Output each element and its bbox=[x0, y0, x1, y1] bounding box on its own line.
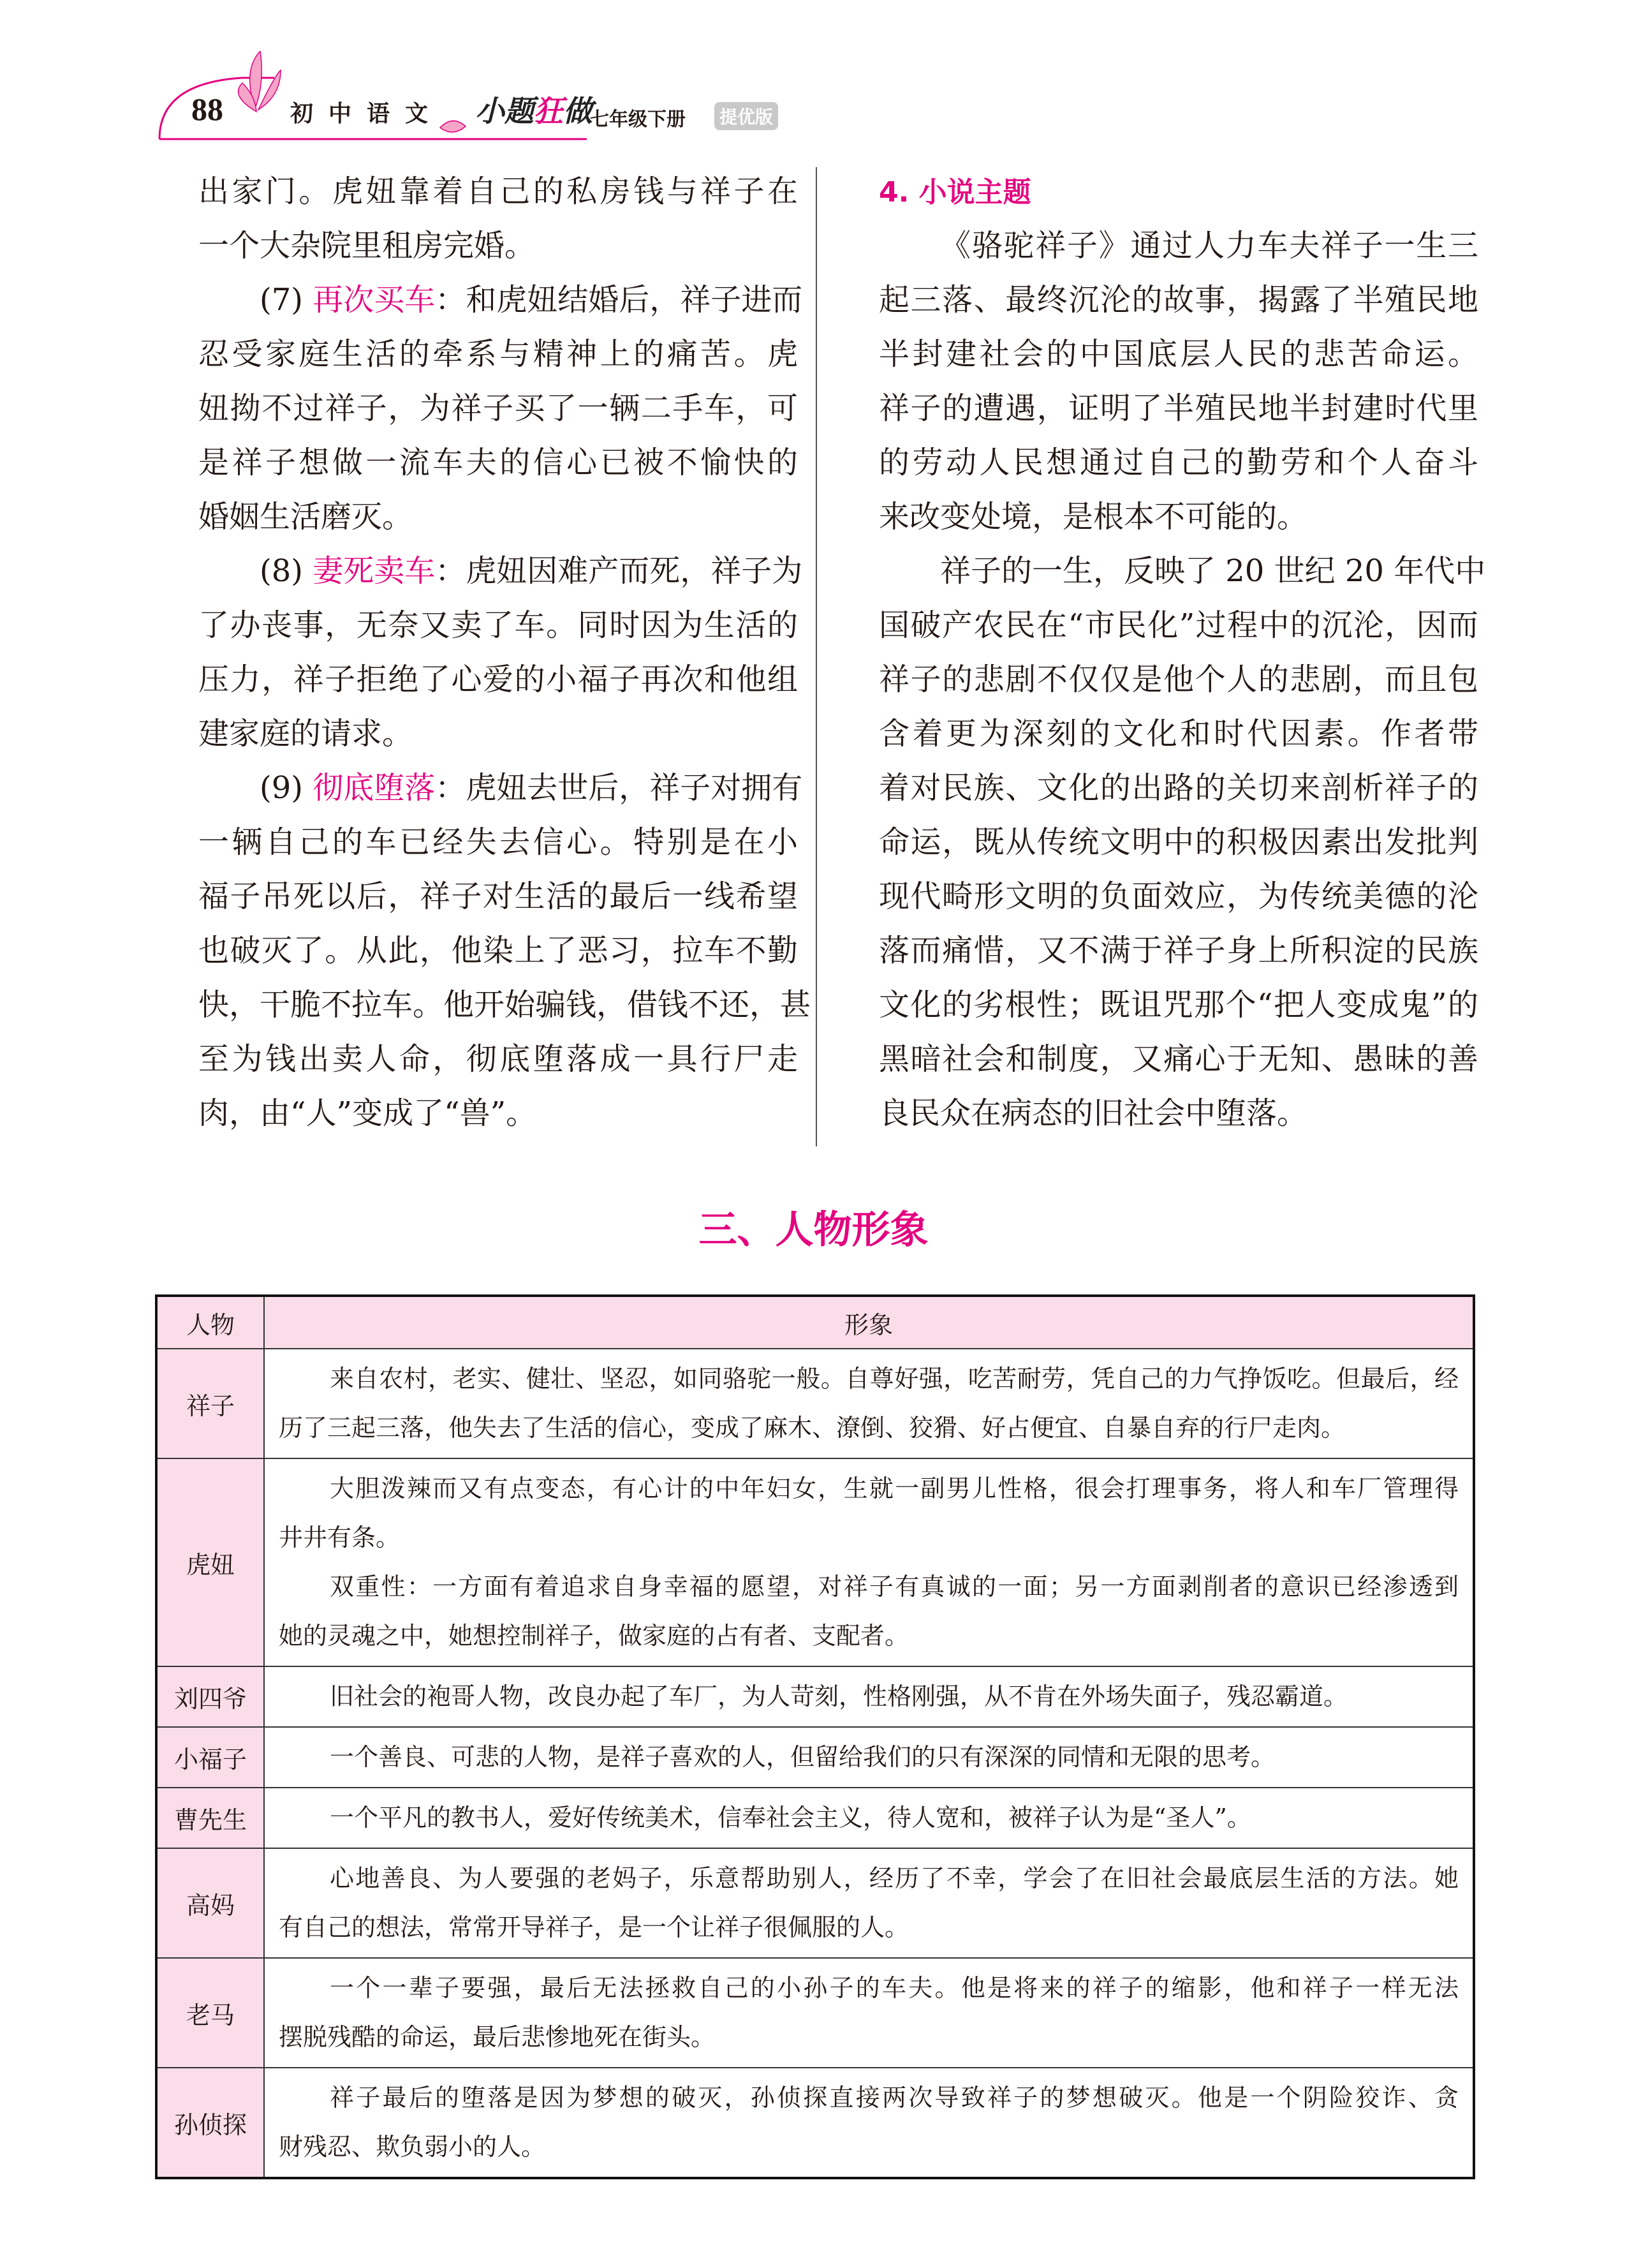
description-line: 有自己的想法，常常开导祥子，是一个让祥子很佩服的人。 bbox=[279, 1913, 909, 1941]
header-image: 形象 bbox=[264, 1296, 1474, 1349]
text-line: 来改变处境，是根本不可能的。 bbox=[879, 499, 1308, 535]
description-line: 井井有条。 bbox=[279, 1523, 401, 1552]
section-title: 三、人物形象 bbox=[698, 1208, 929, 1252]
text-line: 祥子的一生，反映了 20 世纪 20 年代中 bbox=[940, 553, 1486, 589]
character-description bbox=[264, 2068, 1474, 2178]
line-text: 婚姻生活磨灭。 bbox=[198, 499, 413, 535]
header-character: 人物 bbox=[156, 1296, 264, 1349]
table-row bbox=[156, 1458, 1474, 1666]
character-table bbox=[155, 1294, 1475, 2179]
character-description bbox=[264, 1458, 1474, 1666]
character-name: 老马 bbox=[156, 1958, 264, 2068]
character-description bbox=[264, 1349, 1474, 1458]
description-line: 摆脱残酷的命运，最后悲惨地死在街头。 bbox=[279, 2023, 716, 2051]
line-text: ：和虎妞结婚后，祥子进而 bbox=[435, 282, 803, 318]
brand-logo bbox=[475, 88, 593, 130]
text-line bbox=[198, 653, 798, 707]
item-label: 妻死卖车 bbox=[313, 553, 436, 589]
text-line: 祥子的遭遇，证明了半殖民地半封建时代里 bbox=[879, 390, 1478, 426]
text-line: 的劳动人民想通过自己的勤劳和个人奋斗 bbox=[879, 445, 1478, 480]
table-row bbox=[156, 1727, 1474, 1788]
text-line bbox=[198, 707, 798, 761]
text-line bbox=[198, 490, 798, 544]
page-number: 88 bbox=[191, 91, 223, 127]
table-row bbox=[156, 1666, 1474, 1727]
description-line: 祥子最后的堕落是因为梦想的破灭，孙侦探直接两次导致祥子的梦想破灭。他是一个阴险狡诈、贪 bbox=[330, 2084, 1459, 2112]
text-line: 起三落、最终沉沦的故事，揭露了半殖民地 bbox=[879, 282, 1478, 318]
brand-pre: 小题 bbox=[475, 94, 534, 128]
text-line: 现代畸形文明的负面效应，为传统美德的沦 bbox=[879, 878, 1478, 914]
text-line bbox=[198, 436, 798, 490]
description-line: 一个善良、可悲的人物，是祥子喜欢的人，但留给我们的只有深深的同情和无限的思考。 bbox=[330, 1743, 1276, 1771]
subject-label: 初中语文 bbox=[290, 101, 444, 127]
description-line: 一个一辈子要强，最后无法拯救自己的小孙子的车夫。他是将来的祥子的缩影，他和祥子一样无法 bbox=[330, 1974, 1459, 2002]
description-line: 双重性：一方面有着追求自身幸福的愿望，对祥子有真诚的一面；另一方面剥削者的意识已经渗透到 bbox=[330, 1573, 1459, 1601]
description-line: 一个平凡的教书人，爱好传统美术，信奉社会主义，待人宽和，被祥子认为是“圣人”。 bbox=[330, 1804, 1251, 1832]
line-text: ：虎妞因难产而死，祥子为 bbox=[435, 553, 803, 589]
text-line bbox=[198, 924, 798, 978]
text-line: 黑暗社会和制度，又痛心于无知、愚昧的善 bbox=[879, 1041, 1478, 1077]
item-label: 再次买车 bbox=[313, 282, 436, 318]
line-text: 是祥子想做一流车夫的信心已被不愉快的 bbox=[198, 445, 798, 480]
character-description bbox=[264, 1727, 1474, 1788]
edition-badge: 提优版 bbox=[714, 102, 778, 130]
text-line bbox=[198, 598, 798, 653]
text-line bbox=[198, 382, 798, 436]
character-name: 曹先生 bbox=[156, 1788, 264, 1848]
table-row bbox=[156, 2068, 1474, 2178]
line-text: 一个大杂院里租房完婚。 bbox=[198, 228, 536, 263]
line-text: 福子吊死以后，祥子对生活的最后一线希望 bbox=[198, 878, 798, 914]
character-name: 刘四爷 bbox=[156, 1666, 264, 1727]
table-row bbox=[156, 1349, 1474, 1458]
grade-label: 七年级下册 bbox=[590, 108, 686, 131]
line-text: 建家庭的请求。 bbox=[198, 716, 413, 752]
character-description bbox=[264, 1788, 1474, 1848]
right-column bbox=[879, 165, 1486, 1141]
text-line: 国破产农民在“市民化”过程中的沉沦，因而 bbox=[879, 607, 1478, 643]
item-number: (8) bbox=[260, 553, 313, 589]
text-line: 祥子的悲剧不仅仅是他个人的悲剧，而且包 bbox=[879, 662, 1478, 697]
text-line bbox=[198, 165, 798, 219]
line-text: 一辆自己的车已经失去信心。特别是在小 bbox=[198, 824, 798, 860]
line-text: 妞拗不过祥子，为祥子买了一辆二手车，可 bbox=[198, 390, 798, 426]
text-line: 命运，既从传统文明中的积极因素出发批判 bbox=[879, 824, 1478, 860]
text-line bbox=[198, 1086, 798, 1141]
character-name: 虎妞 bbox=[156, 1458, 264, 1666]
character-description bbox=[264, 1958, 1474, 2068]
item-number: (9) bbox=[260, 770, 313, 806]
line-text: 至为钱出卖人命，彻底堕落成一具行尸走 bbox=[198, 1041, 798, 1077]
text-line bbox=[198, 870, 798, 924]
description-line: 心地善良、为人要强的老妈子，乐意帮助别人，经历了不幸，学会了在旧社会最底层生活的方法。她 bbox=[330, 1864, 1459, 1892]
character-description bbox=[264, 1666, 1474, 1727]
line-text: 了办丧事，无奈又卖了车。同时因为生活的 bbox=[198, 607, 798, 643]
text-line bbox=[198, 815, 798, 870]
text-line: 文化的劣根性；既诅咒那个“把人变成鬼”的 bbox=[879, 987, 1478, 1023]
line-text: 肉，由“人”变成了“兽”。 bbox=[198, 1095, 537, 1131]
table-row bbox=[156, 1958, 1474, 2068]
text-line: 含着更为深刻的文化和时代因素。作者带 bbox=[879, 716, 1478, 752]
description-line: 大胆泼辣而又有点变态，有心计的中年妇女，生就一副男儿性格，很会打理事务，将人和车厂管理得 bbox=[330, 1474, 1459, 1502]
table-header-row bbox=[156, 1296, 1474, 1349]
text-line bbox=[198, 544, 803, 598]
description-line: 旧社会的袍哥人物，改良办起了车厂，为人苛刻，性格刚强，从不肯在外场失面子，残忍霸道。 bbox=[330, 1682, 1348, 1710]
text-line bbox=[198, 273, 803, 327]
line-text: 也破灭了。从此，他染上了恶习，拉车不勤 bbox=[198, 933, 798, 968]
line-text: 忍受家庭生活的牵系与精神上的痛苦。虎 bbox=[198, 336, 798, 372]
section-heading-text: 4. 小说主题 bbox=[879, 176, 1031, 209]
description-line: 财残忍、欺负弱小的人。 bbox=[279, 2133, 546, 2161]
item-label: 彻底堕落 bbox=[313, 770, 436, 806]
text-line: 着对民族、文化的出路的关切来剖析祥子的 bbox=[879, 770, 1478, 806]
brand-post: 做 bbox=[563, 94, 593, 128]
description-line: 历了三起三落，他失去了生活的信心，变成了麻木、潦倒、狡猾、好占便宜、自暴自弃的行尸走肉。 bbox=[279, 1414, 1346, 1442]
line-text: 出家门。虎妞靠着自己的私房钱与祥子在 bbox=[198, 174, 798, 209]
character-description bbox=[264, 1848, 1474, 1958]
line-text: 压力，祥子拒绝了心爱的小福子再次和他组 bbox=[198, 662, 798, 697]
table-row bbox=[156, 1848, 1474, 1958]
table-row bbox=[156, 1788, 1474, 1848]
section-heading bbox=[879, 165, 1478, 219]
text-line: 落而痛惜，又不满于祥子身上所积淀的民族 bbox=[879, 933, 1478, 968]
character-name: 祥子 bbox=[156, 1349, 264, 1458]
brand-mid: 狂 bbox=[534, 94, 563, 128]
column-divider bbox=[816, 167, 817, 1146]
description-line: 来自农村，老实、健壮、坚忍，如同骆驼一般。自尊好强，吃苦耐劳，凭自己的力气挣饭吃。但最后，经 bbox=[330, 1365, 1459, 1393]
text-line bbox=[198, 219, 798, 273]
description-line: 她的灵魂之中，她想控制祥子，做家庭的占有者、支配者。 bbox=[279, 1622, 909, 1650]
text-line: 《骆驼祥子》通过人力车夫祥子一生三 bbox=[940, 228, 1478, 263]
text-line: 半封建社会的中国底层人民的悲苦命运。 bbox=[879, 336, 1478, 372]
text-line bbox=[198, 1032, 798, 1086]
character-name: 小福子 bbox=[156, 1727, 264, 1788]
text-line bbox=[198, 327, 798, 382]
line-text: ：虎妞去世后，祥子对拥有 bbox=[435, 770, 803, 806]
character-name: 孙侦探 bbox=[156, 2068, 264, 2178]
character-name: 高妈 bbox=[156, 1848, 264, 1958]
text-line bbox=[198, 978, 811, 1032]
line-text: 快，干脆不拉车。他开始骗钱，借钱不还，甚 bbox=[198, 987, 811, 1023]
text-line bbox=[198, 761, 803, 815]
left-column bbox=[198, 165, 811, 1141]
text-line: 良民众在病态的旧社会中堕落。 bbox=[879, 1095, 1308, 1131]
item-number: (7) bbox=[260, 282, 313, 318]
